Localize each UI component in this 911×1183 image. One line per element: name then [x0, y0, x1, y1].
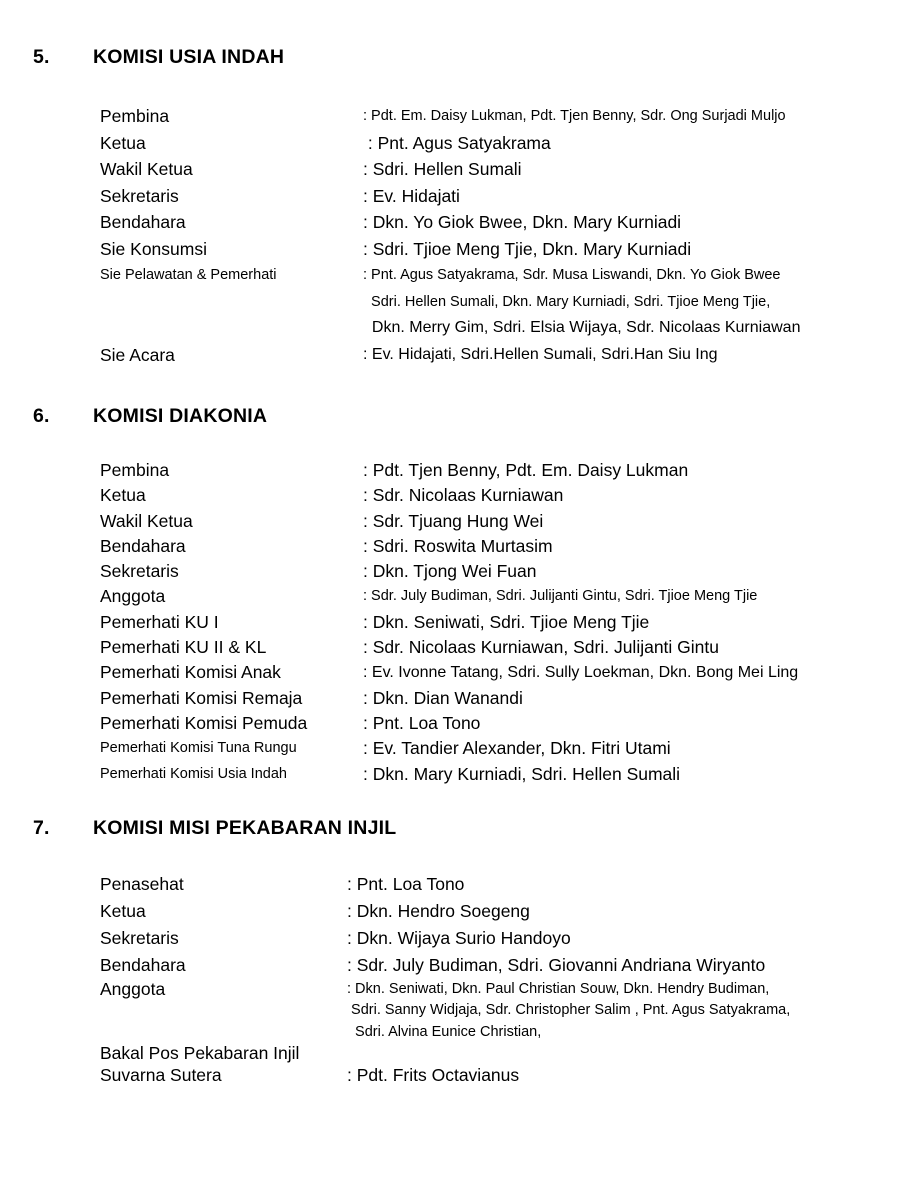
- value-line: Sdri. Alvina Eunice Christian,: [347, 1023, 542, 1040]
- role-label: Pemerhati Komisi Anak: [100, 662, 281, 683]
- role-row: [100, 209, 895, 236]
- value-line: : Sdr. Nicolaas Kurniawan, Sdri. Julijanti Gintu: [363, 637, 719, 658]
- role-value: [363, 183, 895, 210]
- role-label: Sekretaris: [100, 185, 179, 206]
- role-row: [100, 483, 895, 508]
- value-line: : Pnt. Loa Tono: [363, 712, 481, 733]
- role-value: [363, 635, 895, 660]
- role-row: [100, 584, 895, 609]
- role-row: [100, 130, 895, 157]
- role-value: [363, 483, 895, 508]
- role-value: [363, 156, 895, 183]
- role-row: [100, 509, 895, 534]
- role-label: Bendahara: [100, 212, 186, 232]
- role-value: [363, 209, 895, 236]
- role-row: [100, 183, 895, 210]
- role-label: Ketua: [100, 485, 146, 506]
- section-rows: [100, 103, 895, 368]
- value-line: : Sdri. Tjioe Meng Tjie, Dkn. Mary Kurniadi: [363, 238, 692, 259]
- role-value: [347, 952, 895, 979]
- role-label: Wakil Ketua: [100, 159, 193, 179]
- value-line: : Dkn. Seniwati, Sdri. Tjioe Meng Tjie: [363, 611, 650, 632]
- role-value: [363, 262, 895, 342]
- section: [33, 405, 895, 787]
- role-row: [100, 342, 895, 369]
- role-label: Pemerhati Komisi Tuna Rungu: [100, 740, 297, 757]
- role-value: [363, 660, 895, 685]
- role-label: Wakil Ketua: [100, 510, 193, 531]
- role-value: [347, 979, 895, 1044]
- role-label: Bendahara: [100, 954, 186, 975]
- section-heading: [33, 46, 895, 69]
- role-value: [363, 534, 895, 559]
- role-row: [100, 762, 895, 787]
- role-label: Ketua: [100, 132, 146, 153]
- role-row: [100, 736, 895, 761]
- role-value: [363, 236, 895, 263]
- value-line: : Sdri. Roswita Murtasim: [363, 535, 553, 556]
- section-title: KOMISI DIAKONIA: [93, 405, 268, 427]
- role-row: [100, 103, 895, 130]
- role-value: [363, 610, 895, 635]
- role-value: [363, 762, 895, 787]
- section-heading: [33, 405, 895, 428]
- role-value: [363, 559, 895, 584]
- role-row: [100, 952, 895, 979]
- role-label: Pemerhati KU II & KL: [100, 637, 267, 658]
- role-row: [100, 898, 895, 925]
- role-value: [363, 458, 895, 483]
- role-row: [100, 458, 895, 483]
- role-value: [363, 736, 895, 761]
- role-label: Sekretaris: [100, 927, 179, 948]
- value-line: : Dkn. Seniwati, Dkn. Paul Christian Souw, Dkn. Hendry Budiman,: [347, 980, 770, 997]
- value-line: : Sdr. July Budiman, Sdri. Giovanni Andriana Wiryanto: [347, 954, 766, 975]
- role-row: [100, 236, 895, 263]
- role-label: Pembina: [100, 460, 170, 480]
- role-value: [363, 584, 895, 609]
- section-number: 6.: [33, 405, 50, 427]
- role-value: [363, 130, 895, 157]
- value-line: : Sdr. Nicolaas Kurniawan: [363, 485, 564, 506]
- section-number: 7.: [33, 816, 50, 839]
- value-line: : Pnt. Agus Satyakrama, Sdr. Musa Liswandi, Dkn. Yo Giok Bwee: [363, 267, 781, 283]
- role-label: Ketua: [100, 900, 146, 921]
- role-label: Sekretaris: [100, 561, 179, 582]
- role-label: Sie Pelawatan & Pemerhati: [100, 267, 277, 283]
- value-line: : Dkn. Wijaya Surio Handoyo: [347, 927, 571, 948]
- role-row: [100, 925, 895, 952]
- role-row: [100, 1043, 895, 1086]
- role-label: Anggota: [100, 586, 166, 607]
- role-row: [100, 660, 895, 685]
- role-label: Sie Konsumsi: [100, 238, 207, 259]
- role-label: Anggota: [100, 978, 166, 999]
- value-line: Sdri. Sanny Widjaja, Sdr. Christopher Salim , Pnt. Agus Satyakrama,: [347, 1002, 791, 1019]
- value-line: : Dkn. Yo Giok Bwee, Dkn. Mary Kurniadi: [363, 212, 682, 232]
- role-row: [100, 610, 895, 635]
- role-row: [100, 711, 895, 736]
- section-title: KOMISI USIA INDAH: [93, 46, 285, 68]
- role-label: Sie Acara: [100, 344, 175, 365]
- value-line: : Sdr. Tjuang Hung Wei: [363, 510, 544, 531]
- value-line: Sdri. Hellen Sumali, Dkn. Mary Kurniadi, Sdri. Tjioe Meng Tjie,: [363, 293, 771, 310]
- value-line: : Dkn. Tjong Wei Fuan: [363, 561, 537, 582]
- role-value: [363, 103, 895, 130]
- value-line: : Sdr. July Budiman, Sdri. Julijanti Gintu, Sdri. Tjioe Meng Tjie: [363, 588, 758, 605]
- section-heading: [33, 817, 895, 840]
- role-label-line: Bakal Pos Pekabaran Injil: [100, 1043, 300, 1064]
- role-label: Pemerhati KU I: [100, 611, 219, 632]
- role-label: Penasehat: [100, 873, 184, 894]
- role-value: [347, 871, 895, 898]
- value-line: : Pdt. Tjen Benny, Pdt. Em. Daisy Lukman: [363, 460, 689, 480]
- role-label-line: Suvarna Sutera: [100, 1064, 222, 1085]
- section-rows: [100, 871, 895, 1087]
- role-row: [100, 871, 895, 898]
- role-value: [363, 711, 895, 736]
- role-label: [100, 1043, 347, 1086]
- section-rows: [100, 458, 895, 787]
- section: [33, 817, 895, 1087]
- value-line: : Ev. Tandier Alexander, Dkn. Fitri Utami: [363, 738, 671, 759]
- role-row: [100, 635, 895, 660]
- value-line: : Pdt. Em. Daisy Lukman, Pdt. Tjen Benny, Sdr. Ong Surjadi Muljo: [363, 108, 786, 124]
- role-label: Pemerhati Komisi Usia Indah: [100, 765, 287, 782]
- role-row: [100, 686, 895, 711]
- role-label: Pemerhati Komisi Remaja: [100, 687, 303, 708]
- role-label: Pembina: [100, 106, 170, 126]
- section-title: KOMISI MISI PEKABARAN INJIL: [93, 816, 397, 839]
- role-value: [363, 342, 895, 369]
- value-line: Dkn. Merry Gim, Sdri. Elsia Wijaya, Sdr. Nicolaas Kurniawan: [363, 319, 801, 336]
- value-line: : Dkn. Hendro Soegeng: [347, 900, 530, 921]
- role-value: [347, 1065, 895, 1087]
- role-value: [347, 898, 895, 925]
- section: [33, 46, 895, 368]
- value-line: : Sdri. Hellen Sumali: [363, 159, 522, 179]
- role-label: Pemerhati Komisi Pemuda: [100, 712, 308, 733]
- value-line: : Pnt. Agus Satyakrama: [363, 132, 551, 153]
- value-line: : Ev. Hidajati: [363, 185, 460, 206]
- value-line: : Pdt. Frits Octavianus: [347, 1064, 520, 1085]
- value-line: : Ev. Ivonne Tatang, Sdri. Sully Loekman, Dkn. Bong Mei Ling: [363, 664, 799, 682]
- role-row: [100, 979, 895, 1044]
- value-line: : Dkn. Mary Kurniadi, Sdri. Hellen Sumali: [363, 763, 681, 784]
- role-value: [363, 686, 895, 711]
- value-line: : Pnt. Loa Tono: [347, 873, 465, 894]
- role-value: [347, 925, 895, 952]
- role-row: [100, 156, 895, 183]
- role-value: [363, 509, 895, 534]
- role-label: Bendahara: [100, 535, 186, 556]
- value-line: : Dkn. Dian Wanandi: [363, 687, 523, 708]
- role-row: [100, 262, 895, 342]
- value-line: : Ev. Hidajati, Sdri.Hellen Sumali, Sdri.Han Siu Ing: [363, 345, 718, 363]
- role-row: [100, 534, 895, 559]
- section-number: 5.: [33, 46, 50, 68]
- role-row: [100, 559, 895, 584]
